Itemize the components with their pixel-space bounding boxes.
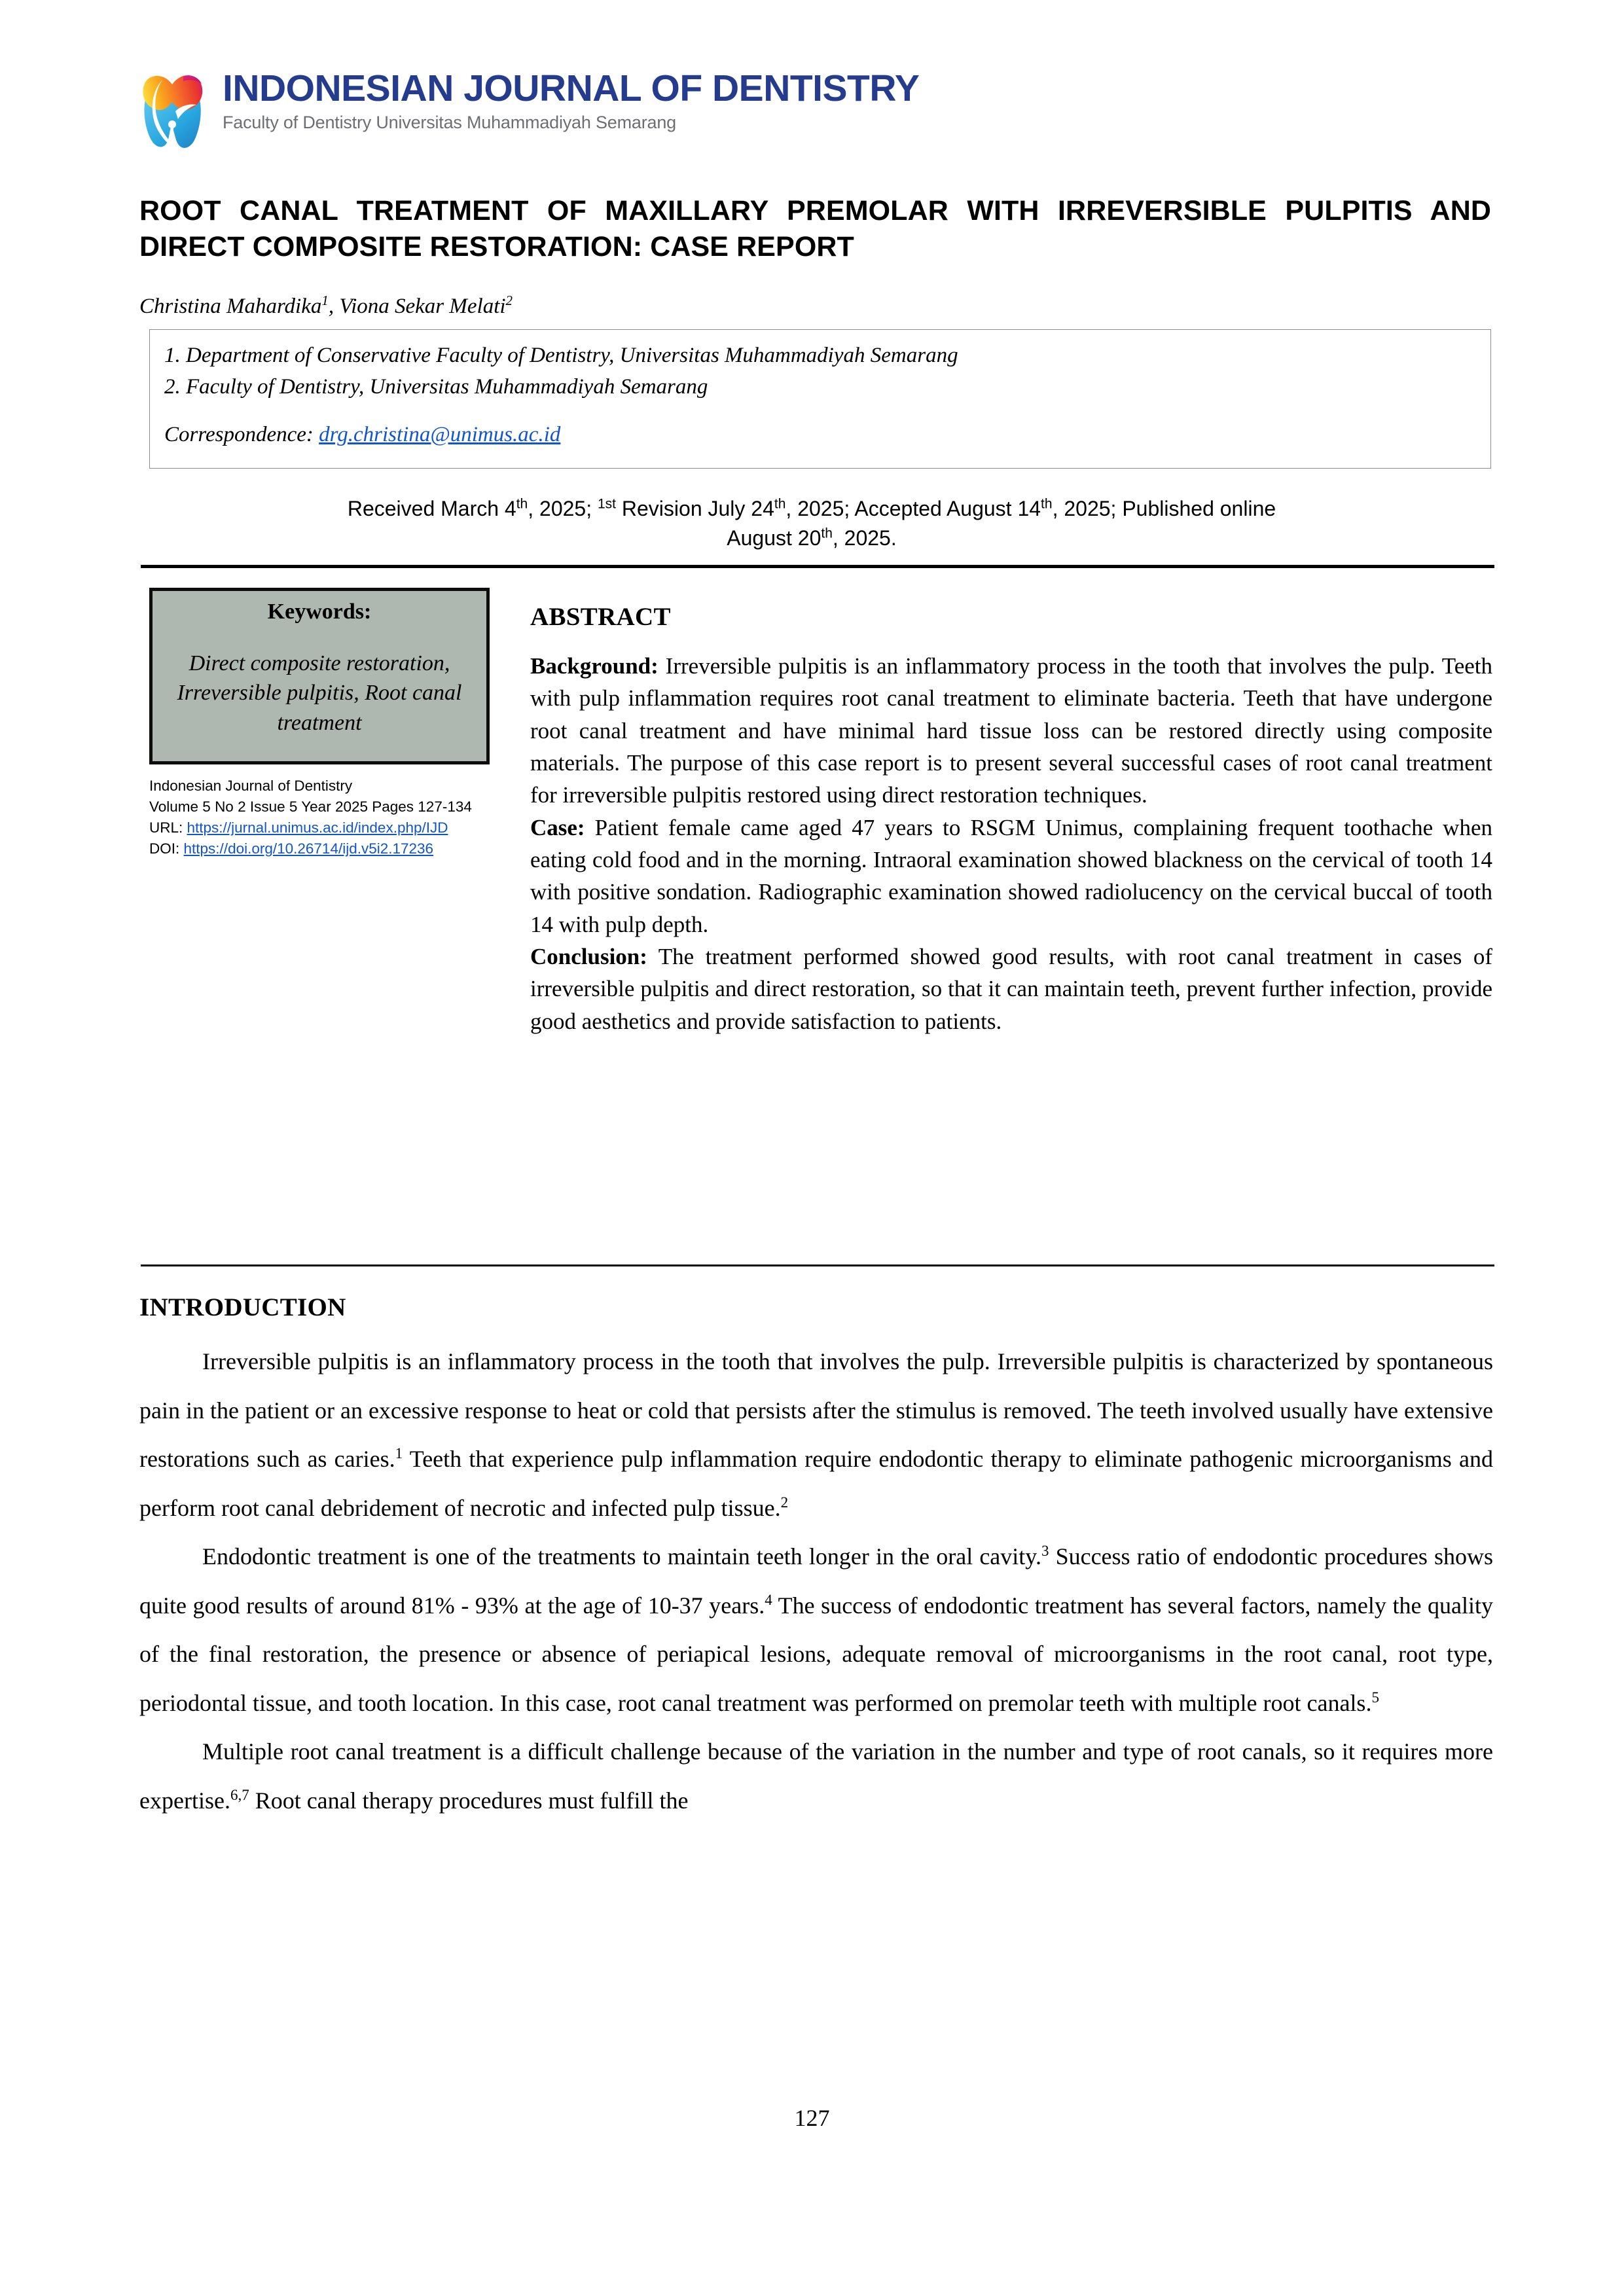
abstract-section bbox=[530, 602, 1492, 1037]
journal-masthead bbox=[137, 65, 923, 157]
published-text: , 2025; Published online bbox=[1052, 497, 1276, 520]
meta-volume-line: Volume 5 No 2 Issue 5 Year 2025 Pages 127-134 bbox=[149, 798, 472, 815]
abstract-text-background: Irreversible pulpitis is an inflammatory process in the tooth that involves the pulp. Teeth with pulp inflammation requires root canal treatment to eliminate bacteria. Teeth that have undergone root canal treatment and have minimal hard tissue loss can be restored directly using composite materials. The purpose of this case report is to present several successful cases of root canal treatment for irreversible pulpitis restored using direct restoration techniques. bbox=[530, 653, 1492, 808]
section-heading-introduction: INTRODUCTION bbox=[139, 1293, 346, 1321]
meta-journal-name: Indonesian Journal of Dentistry bbox=[149, 778, 353, 794]
ordinal-suffix: 1st bbox=[597, 496, 616, 512]
abstract-paragraph-case bbox=[530, 812, 1492, 941]
abstract-heading: ABSTRACT bbox=[530, 603, 671, 631]
affiliation-box bbox=[149, 329, 1491, 469]
affiliation-item: 1. Department of Conservative Faculty of Dentistry, Universitas Muhammadiyah Semarang bbox=[164, 344, 958, 367]
citation-superscript: 6,7 bbox=[230, 1786, 249, 1803]
journal-subtitle: Faculty of Dentistry Universitas Muhammadiyah Semarang bbox=[223, 113, 676, 133]
meta-url-label: URL: bbox=[149, 819, 183, 836]
keywords-box bbox=[149, 588, 490, 764]
affiliation-item: 2. Faculty of Dentistry, Universitas Muhammadiyah Semarang bbox=[164, 374, 708, 399]
meta-doi-label: DOI: bbox=[149, 840, 180, 857]
abstract-text-case: Patient female came aged 47 years to RSGM Unimus, complaining frequent toothache when eating cold food and in the morning. Intraoral examination showed blackness on the cervical of tooth 14 with positive sondation. Radiographic examination showed radiolucency on the cervical buccal of tooth 14 with pulp depth. bbox=[530, 814, 1492, 937]
page-title: ROOT CANAL TREATMENT OF MAXILLARY PREMOLAR WITH IRREVERSIBLE PULPITIS AND DIRECT COMPOSITE RESTORATION: CASE REPORT bbox=[139, 195, 1491, 263]
received-text: Received March 4 bbox=[347, 497, 516, 520]
citation-superscript: 4 bbox=[765, 1591, 772, 1608]
header-divider bbox=[141, 565, 1494, 568]
abstract-label-case: Case: bbox=[530, 814, 585, 840]
published-year: , 2025. bbox=[832, 526, 897, 550]
ordinal-suffix: th bbox=[1041, 496, 1053, 512]
journal-metadata bbox=[149, 776, 516, 859]
journal-name: INDONESIAN JOURNAL OF DENTISTRY bbox=[223, 67, 920, 109]
ordinal-suffix: th bbox=[516, 496, 528, 512]
ordinal-suffix: th bbox=[774, 496, 786, 512]
abstract-label-conclusion: Conclusion: bbox=[530, 944, 647, 970]
abstract-text-conclusion: The treatment performed showed good results, with root canal treatment in cases of irreversible pulpitis and direct restoration, so that it can maintain teeth, prevent further infection, provide good aesthetics and provide satisfaction to patients. bbox=[530, 944, 1492, 1034]
citation-superscript: 5 bbox=[1371, 1689, 1379, 1706]
body-paragraph: Endodontic treatment is one of the treatments to maintain teeth longer in the oral cavity.$^3$ Success ratio of endodontic procedures shows quite good results of around 81% - 93% at the age of 10-37 years.$^4$ The success of endodontic treatment has several factors, namely the quality of the final restoration, the presence or absence of periapical lesions, adequate removal of microorganisms in the root canal, root type, periodontal tissue, and tooth location. In this case, root canal treatment was performed on premolar teeth with multiple root canals.$^5$ bbox=[139, 1543, 1494, 1716]
keywords-list: Direct composite restoration, Irreversible pulpitis, Root canal treatment bbox=[177, 651, 462, 735]
meta-doi-link[interactable]: https://doi.org/10.26714/ijd.v5i2.17236 bbox=[183, 840, 434, 857]
correspondence bbox=[164, 423, 1476, 447]
accepted-text: , 2025; Accepted August 14 bbox=[785, 497, 1041, 520]
author-name-1: Christina Mahardika bbox=[139, 295, 322, 318]
meta-url-row bbox=[149, 817, 516, 838]
published-date: August 20 bbox=[727, 526, 821, 550]
introduction-body bbox=[139, 1337, 1493, 1825]
abstract-paragraph-background bbox=[530, 650, 1492, 812]
citation-superscript: 1 bbox=[395, 1445, 403, 1462]
dates-sep: , 2025; bbox=[528, 497, 598, 520]
citation-superscript: 2 bbox=[780, 1494, 789, 1511]
meta-url-link[interactable]: https://jurnal.unimus.ac.id/index.php/IJD bbox=[187, 819, 448, 836]
ordinal-suffix: th bbox=[821, 526, 833, 541]
correspondence-label: Correspondence: bbox=[164, 422, 314, 446]
author-name-2: Viona Sekar Melati bbox=[339, 295, 506, 318]
meta-doi-row bbox=[149, 838, 516, 859]
keywords-title: Keywords: bbox=[267, 600, 372, 624]
body-paragraph: Irreversible pulpitis is an inflammatory process in the tooth that involves the pulp. Irreversible pulpitis is characterized by spontaneous pain in the patient or an excessive response to heat or cold that persists after the stimulus is removed. The teeth involved usually have extensive restorations such as caries.$^1$ Teeth that experience pulp inflammation require endodontic therapy to eliminate pathogenic microorganisms and perform root canal debridement of necrotic and infected pulp tissue.$^2$ bbox=[139, 1348, 1493, 1521]
body-paragraph: Multiple root canal treatment is a difficult challenge because of the variation in the number and type of root canals, so it requires more expertise.$^{6,7}$ Root canal therapy procedures must fulfill the bbox=[139, 1738, 1493, 1814]
publication-dates bbox=[183, 494, 1440, 554]
author-affiliation-marker-2: 2 bbox=[505, 293, 513, 308]
author-list: Christina Mahardika$^1$, Viona Sekar Melati$^2$ bbox=[139, 293, 513, 318]
correspondence-email-link[interactable]: drg.christina@unimus.ac.id bbox=[319, 422, 561, 446]
author-affiliation-marker-1: 1 bbox=[321, 293, 329, 308]
citation-superscript: 3 bbox=[1041, 1543, 1049, 1560]
abstract-divider bbox=[141, 1265, 1494, 1266]
abstract-label-background: Background: bbox=[530, 653, 659, 679]
tooth-logo-icon bbox=[137, 69, 208, 153]
revision-text: Revision July 24 bbox=[616, 497, 774, 520]
abstract-paragraph-conclusion bbox=[530, 941, 1492, 1037]
page-number: 127 bbox=[794, 2105, 830, 2131]
